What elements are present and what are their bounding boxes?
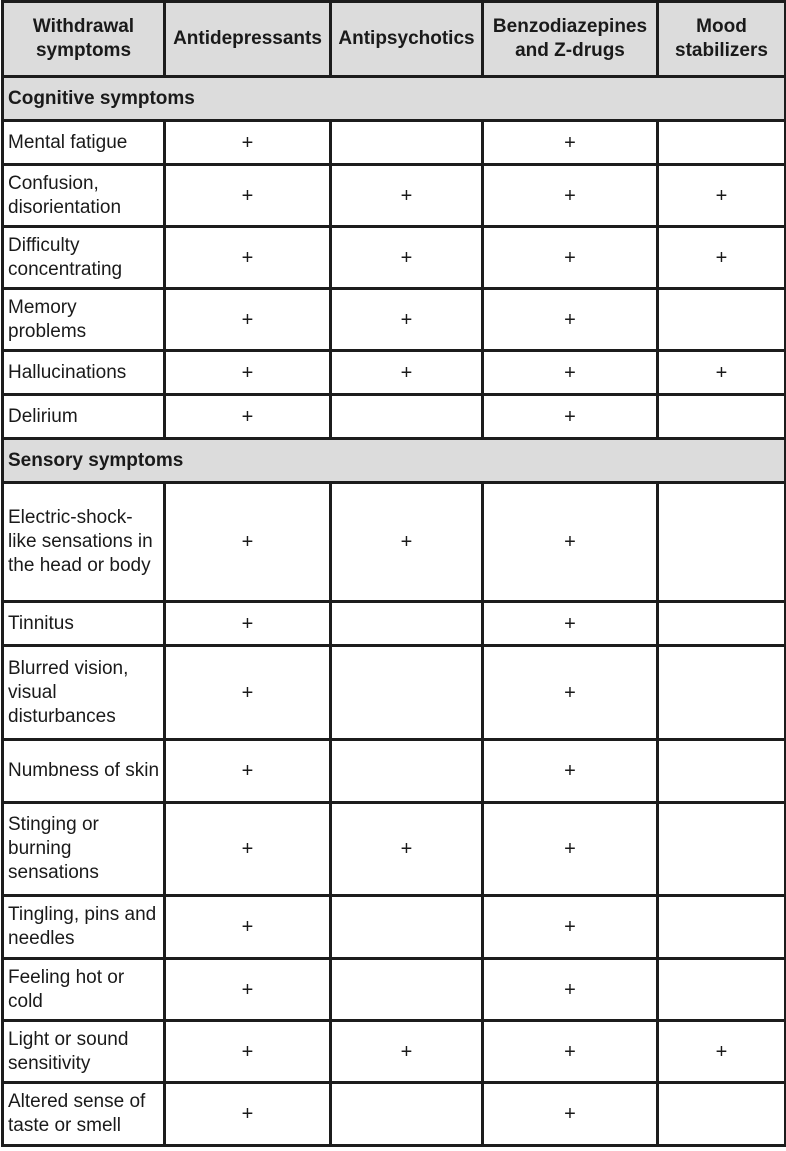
mark-cell (658, 602, 786, 646)
symptom-cell: Feeling hot or cold (3, 959, 165, 1021)
table-row (3, 289, 786, 351)
mark-cell: + (483, 1083, 658, 1146)
mark-cell: + (483, 646, 658, 740)
table-row (3, 121, 786, 165)
mark-cell: + (165, 1083, 331, 1146)
mark-cell (331, 740, 483, 803)
mark-cell (331, 896, 483, 959)
mark-cell (331, 395, 483, 439)
section-row-cognitive (3, 77, 786, 121)
symptom-cell: Mental fatigue (3, 121, 165, 165)
mark-cell: + (331, 351, 483, 395)
mark-cell: + (483, 602, 658, 646)
mark-cell: + (165, 959, 331, 1021)
table-row (3, 227, 786, 289)
table-row (3, 483, 786, 602)
mark-cell (658, 395, 786, 439)
table-row (3, 1021, 786, 1083)
mark-cell: + (165, 227, 331, 289)
mark-cell (331, 959, 483, 1021)
mark-cell: + (483, 121, 658, 165)
mark-cell: + (165, 395, 331, 439)
mark-cell: + (483, 1021, 658, 1083)
mark-cell: + (165, 646, 331, 740)
mark-cell (658, 483, 786, 602)
section-title: Sensory symptoms (3, 439, 786, 483)
table-row (3, 602, 786, 646)
symptom-cell: Difficulty concentrating (3, 227, 165, 289)
header-antidepressants: Antidepressants (165, 2, 331, 77)
mark-cell: + (331, 227, 483, 289)
symptom-cell: Delirium (3, 395, 165, 439)
symptom-cell: Blurred vision, visual disturbances (3, 646, 165, 740)
table-row (3, 646, 786, 740)
table-row (3, 1083, 786, 1146)
table-row (3, 959, 786, 1021)
mark-cell: + (483, 351, 658, 395)
mark-cell: + (483, 483, 658, 602)
table-row (3, 165, 786, 227)
mark-cell: + (331, 1021, 483, 1083)
mark-cell (658, 803, 786, 896)
symptom-cell: Numbness of skin (3, 740, 165, 803)
symptom-cell: Electric-shock-like sensations in the head or body (3, 483, 165, 602)
symptom-cell: Memory problems (3, 289, 165, 351)
mark-cell: + (483, 896, 658, 959)
mark-cell: + (483, 289, 658, 351)
header-benzodiazepines: Benzodiazepines and Z-drugs (483, 2, 658, 77)
header-antipsychotics: Antipsychotics (331, 2, 483, 77)
table-row (3, 896, 786, 959)
mark-cell: + (165, 896, 331, 959)
section-row-sensory (3, 439, 786, 483)
table-row (3, 740, 786, 803)
mark-cell: + (658, 165, 786, 227)
mark-cell: + (483, 227, 658, 289)
mark-cell: + (331, 165, 483, 227)
mark-cell: + (165, 165, 331, 227)
mark-cell (658, 959, 786, 1021)
table-row (3, 395, 786, 439)
mark-cell: + (658, 227, 786, 289)
mark-cell: + (483, 165, 658, 227)
mark-cell: + (483, 740, 658, 803)
table-row (3, 803, 786, 896)
mark-cell (658, 289, 786, 351)
mark-cell: + (331, 803, 483, 896)
mark-cell: + (165, 483, 331, 602)
mark-cell (331, 1083, 483, 1146)
mark-cell: + (331, 483, 483, 602)
mark-cell: + (165, 1021, 331, 1083)
mark-cell (658, 121, 786, 165)
mark-cell: + (483, 959, 658, 1021)
header-row (3, 2, 786, 77)
symptom-cell: Light or sound sensitivity (3, 1021, 165, 1083)
mark-cell (331, 602, 483, 646)
header-withdrawal-symptoms: Withdrawal symptoms (3, 2, 165, 77)
mark-cell: + (165, 803, 331, 896)
mark-cell: + (165, 351, 331, 395)
symptom-cell: Tinnitus (3, 602, 165, 646)
mark-cell: + (331, 289, 483, 351)
mark-cell: + (483, 803, 658, 896)
mark-cell: + (165, 740, 331, 803)
symptom-cell: Tingling, pins and needles (3, 896, 165, 959)
symptom-cell: Hallucinations (3, 351, 165, 395)
withdrawal-symptoms-table (1, 0, 786, 1147)
mark-cell (658, 740, 786, 803)
symptom-cell: Stinging or burning sensations (3, 803, 165, 896)
mark-cell: + (165, 121, 331, 165)
mark-cell (658, 1083, 786, 1146)
mark-cell (331, 121, 483, 165)
mark-cell: + (658, 351, 786, 395)
mark-cell: + (658, 1021, 786, 1083)
symptom-cell: Confusion, disorientation (3, 165, 165, 227)
header-mood-stabilizers: Mood stabilizers (658, 2, 786, 77)
mark-cell: + (165, 289, 331, 351)
table-row (3, 351, 786, 395)
mark-cell: + (483, 395, 658, 439)
section-title: Cognitive symptoms (3, 77, 786, 121)
symptom-cell: Altered sense of taste or smell (3, 1083, 165, 1146)
mark-cell: + (165, 602, 331, 646)
mark-cell (658, 646, 786, 740)
mark-cell (658, 896, 786, 959)
mark-cell (331, 646, 483, 740)
